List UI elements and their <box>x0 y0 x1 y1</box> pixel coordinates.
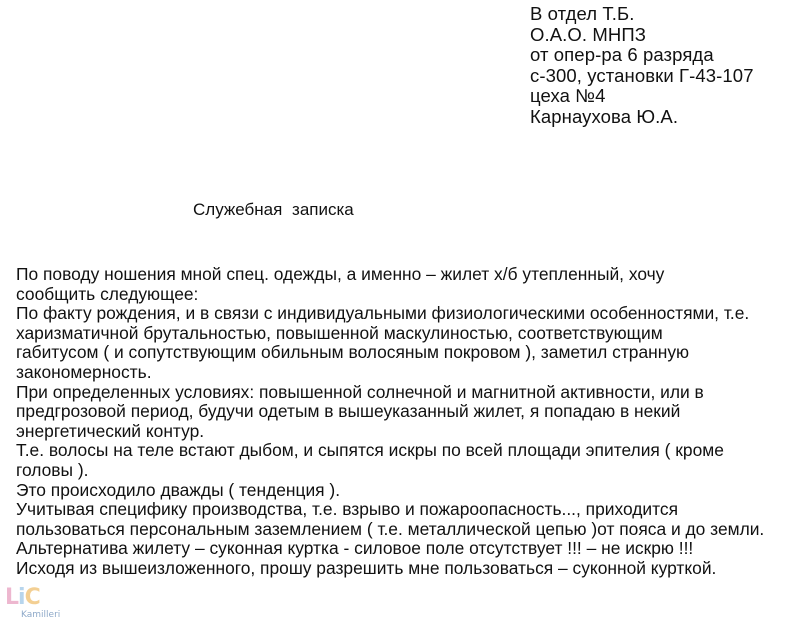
body-line: харизматичной брутальностью, повышенной маскулиностью, соответствующим <box>16 322 663 343</box>
body-line: габитусом ( и сопутствующим обильным волосяным покровом ), заметил странную <box>16 342 690 363</box>
body-line: Учитывая специфику производства, т.е. взрыво и пожароопасность..., приходится <box>16 499 679 520</box>
addressee-line: Карнаухова Ю.А. <box>530 105 679 127</box>
body-line: Альтернатива жилету – суконная куртка - силовое поле отсутствует !!! – не искрю !!! <box>16 538 694 559</box>
watermark-logo <box>3 586 63 626</box>
addressee-block <box>530 4 754 128</box>
body-line: пользоваться персональным заземлением ( т.е. металлической цепью )от пояса и до земли. <box>16 518 765 539</box>
addressee-line: цеха №4 <box>530 85 606 107</box>
addressee-line: от опер-ра 6 разряда <box>530 44 714 66</box>
document-title: Служебная записка <box>193 200 354 219</box>
body-line: Это происходило дважды ( тенденция ). <box>16 479 341 500</box>
body-line: головы ). <box>16 459 89 480</box>
body-line: По поводу ношения мной спец. одежды, а именно – жилет х/б утепленный, хочу <box>16 264 665 284</box>
addressee-line: О.А.О. МНПЗ <box>530 23 647 45</box>
watermark-site-label: Kamilleri <box>21 610 61 620</box>
body-line: По факту рождения, и в связи с индивидуальными физиологическими особенностями, т.е. <box>16 303 750 324</box>
watermark-logo-mark: LiC <box>5 585 40 610</box>
body-line: предгрозовой период, будучи одетым в вышеуказанный жилет, я попадаю в некий <box>16 401 681 422</box>
addressee-line: В отдел Т.Б. <box>530 3 635 24</box>
body-line: энергетический контур. <box>16 420 205 441</box>
body-line: Т.е. волосы на теле встают дыбом, и сыпятся искры по всей площади эпителия ( кроме <box>16 440 724 461</box>
body-line: закономерность. <box>16 361 152 382</box>
body-line: сообщить следующее: <box>16 283 199 304</box>
addressee-line: с-300, установки Г-43-107 <box>530 64 754 86</box>
body-line: Исходя из вышеизложенного, прошу разрешить мне пользоваться – суконной курткой. <box>16 557 717 578</box>
body-line: При определенных условиях: повышенной солнечной и магнитной активности, или в <box>16 381 704 402</box>
memo-body <box>16 265 786 579</box>
